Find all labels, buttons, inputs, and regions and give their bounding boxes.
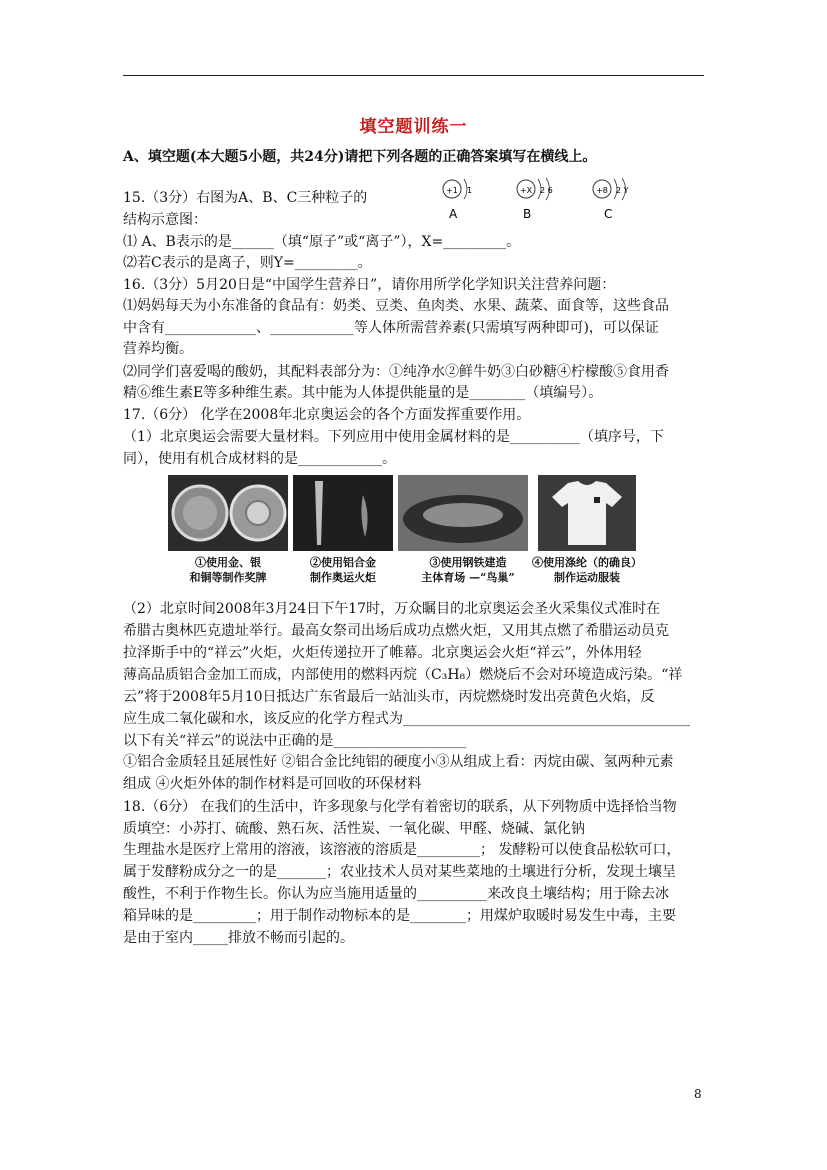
- q18-line-7: 是由于室内_____排放不畅而引起的。: [123, 930, 354, 946]
- atom-b-label: B: [523, 207, 532, 221]
- q17-line-2: （1）北京奥运会需要大量材料。下列应用中使用金属材料的是__________（填序号，下: [123, 429, 664, 445]
- atom-diagram-c: [593, 178, 629, 221]
- q17-part2-line-3: 拉泽斯手中的“祥云”火炬，火炬传递拉开了帷幕。北京奥运会火炬“祥云”，外体用轻: [123, 645, 642, 661]
- q18-line-6: 箱异味的是_________；用于制作动物标本的是________；用煤炉取暖时易发生中毒，主要: [123, 908, 676, 924]
- q15-line-3: ⑴ A、B表示的是______（填“原子”或“离子”），X=_________。: [123, 234, 521, 250]
- q18-line-5: 酸性，不利于作物生长。你认为应当施用适量的__________来改良土壤结构；用于除去冰: [123, 886, 669, 902]
- q16-line-2: ⑴妈妈每天为小东准备的食品有：奶类、豆类、鱼肉类、水果、蔬菜、面食等，这些食品: [123, 298, 669, 314]
- section-heading: A、填空题(本大题5小题，共24分)请把下列各题的正确答案填写在横线上。: [123, 149, 597, 165]
- atom-a-shells: 1: [467, 186, 473, 195]
- page-number: 8: [694, 1087, 702, 1101]
- page-title: 填空题训练一: [359, 117, 468, 137]
- atom-c-nucleus: +8: [596, 186, 608, 195]
- q17-part2-line-7: 以下有关“祥云”的说法中正确的是___________________: [123, 733, 467, 749]
- atom-b-shells: 2 6: [540, 186, 553, 195]
- q17-line-3: 同），使用有机合成材料的是____________。: [123, 451, 396, 467]
- atom-b-nucleus: +X: [519, 186, 533, 195]
- atom-diagram-b: [517, 178, 553, 221]
- q16-line-1: 16.（3分）5月20日是“中国学生营养日”，请你用所学化学知识关注营养问题：: [123, 277, 616, 293]
- q18-line-3: 生理盐水是医疗上常用的溶液，该溶液的溶质是_________； 发酵粉可以使食品松软可口，: [123, 842, 681, 858]
- q17-line-1: 17.（6分） 化学在2008年北京奥运会的各个方面发挥重要作用。: [123, 407, 531, 423]
- q17-part2-line-5: 云”将于2008年5月10日抵达广东省最后一站汕头市，丙烷燃烧时发出亮黄色火焰，反: [123, 689, 655, 705]
- q17-part2-line-8: ①铝合金质轻且延展性好 ②铝合金比纯铝的硬度小③从组成上看：丙烷由碳、氢两种元素: [123, 754, 674, 770]
- q18-line-1: 18.（6分） 在我们的生活中，许多现象与化学有着密切的联系，从下列物质中选择恰当物: [123, 799, 677, 815]
- q17-part2-line-1: （2）北京时间2008年3月24日下午17时，万众瞩目的北京奥运会圣火采集仪式准时在: [123, 601, 661, 617]
- q18-line-4: 属于发酵粉成分之一的是_______；农业技术人员对某些菜地的土壤进行分析，发现土壤呈: [123, 864, 676, 880]
- atom-diagram-a: [443, 179, 472, 221]
- q18-line-2: 质填空：小苏打、硫酸、熟石灰、活性炭、一氧化碳、甲醛、烧碱、氯化钠: [123, 821, 585, 837]
- photo-medals: [168, 475, 288, 551]
- q16-line-5: ⑵同学们喜爱喝的酸奶，其配料表部分为：①纯净水②鲜牛奶③白砂糖④柠檬酸⑤食用香: [123, 364, 669, 380]
- atom-c-shells: 2 Y: [616, 186, 629, 195]
- q16-line-6: 精⑥维生素E等多种维生素。其中能为人体提供能量的是________（填编号）。: [123, 385, 603, 401]
- atom-a-nucleus: +1: [446, 186, 458, 195]
- caption-2: ②使用铝合金 制作奥运火炬: [310, 556, 376, 584]
- q16-line-3: 中含有_____________、____________等人体所需营养素(只需填写两种即可)，可以保证: [123, 320, 659, 336]
- q15-line-2: 结构示意图：: [123, 212, 207, 228]
- caption-1: ①使用金、银 和铜等制作奖牌: [189, 556, 267, 584]
- photo-torch: [293, 475, 393, 551]
- photo-birds-nest-stadium: [398, 475, 528, 551]
- photo-sports-shirt: [538, 475, 636, 551]
- header-rule: [123, 75, 704, 76]
- q17-part2-line-9: 组成 ④火炬外体的制作材料是可回收的环保材料: [123, 776, 422, 792]
- q15-line-4: ⑵若C表示的是离子，则Y=_________。: [123, 255, 372, 271]
- atom-structure-diagrams: [440, 174, 660, 224]
- atom-c-label: C: [604, 207, 613, 221]
- atom-a-label: A: [449, 207, 458, 221]
- q17-part2-line-2: 希腊古奥林匹克遗址举行。最高女祭司出场后成功点燃火炬，又用其点燃了希腊运动员克: [123, 623, 669, 639]
- caption-3: ③使用钢铁建造 主体育场 —“鸟巢”: [421, 556, 515, 584]
- caption-4: ④使用涤纶（的确良） 制作运动服装: [532, 556, 642, 584]
- q17-part2-line-4: 薄高品质铝合金加工而成，内部使用的燃料丙烷（C₃H₈）燃烧后不会对环境造成污染。“祥: [123, 667, 683, 683]
- olympic-materials-photos: [168, 475, 642, 593]
- q17-part2-line-6: 应生成二氧化碳和水，该反应的化学方程式为_________________________________________: [123, 711, 690, 727]
- q15-line-1: 15.（3分）右图为A、B、C三种粒子的: [123, 190, 368, 206]
- q16-line-4: 营养均衡。: [123, 341, 193, 357]
